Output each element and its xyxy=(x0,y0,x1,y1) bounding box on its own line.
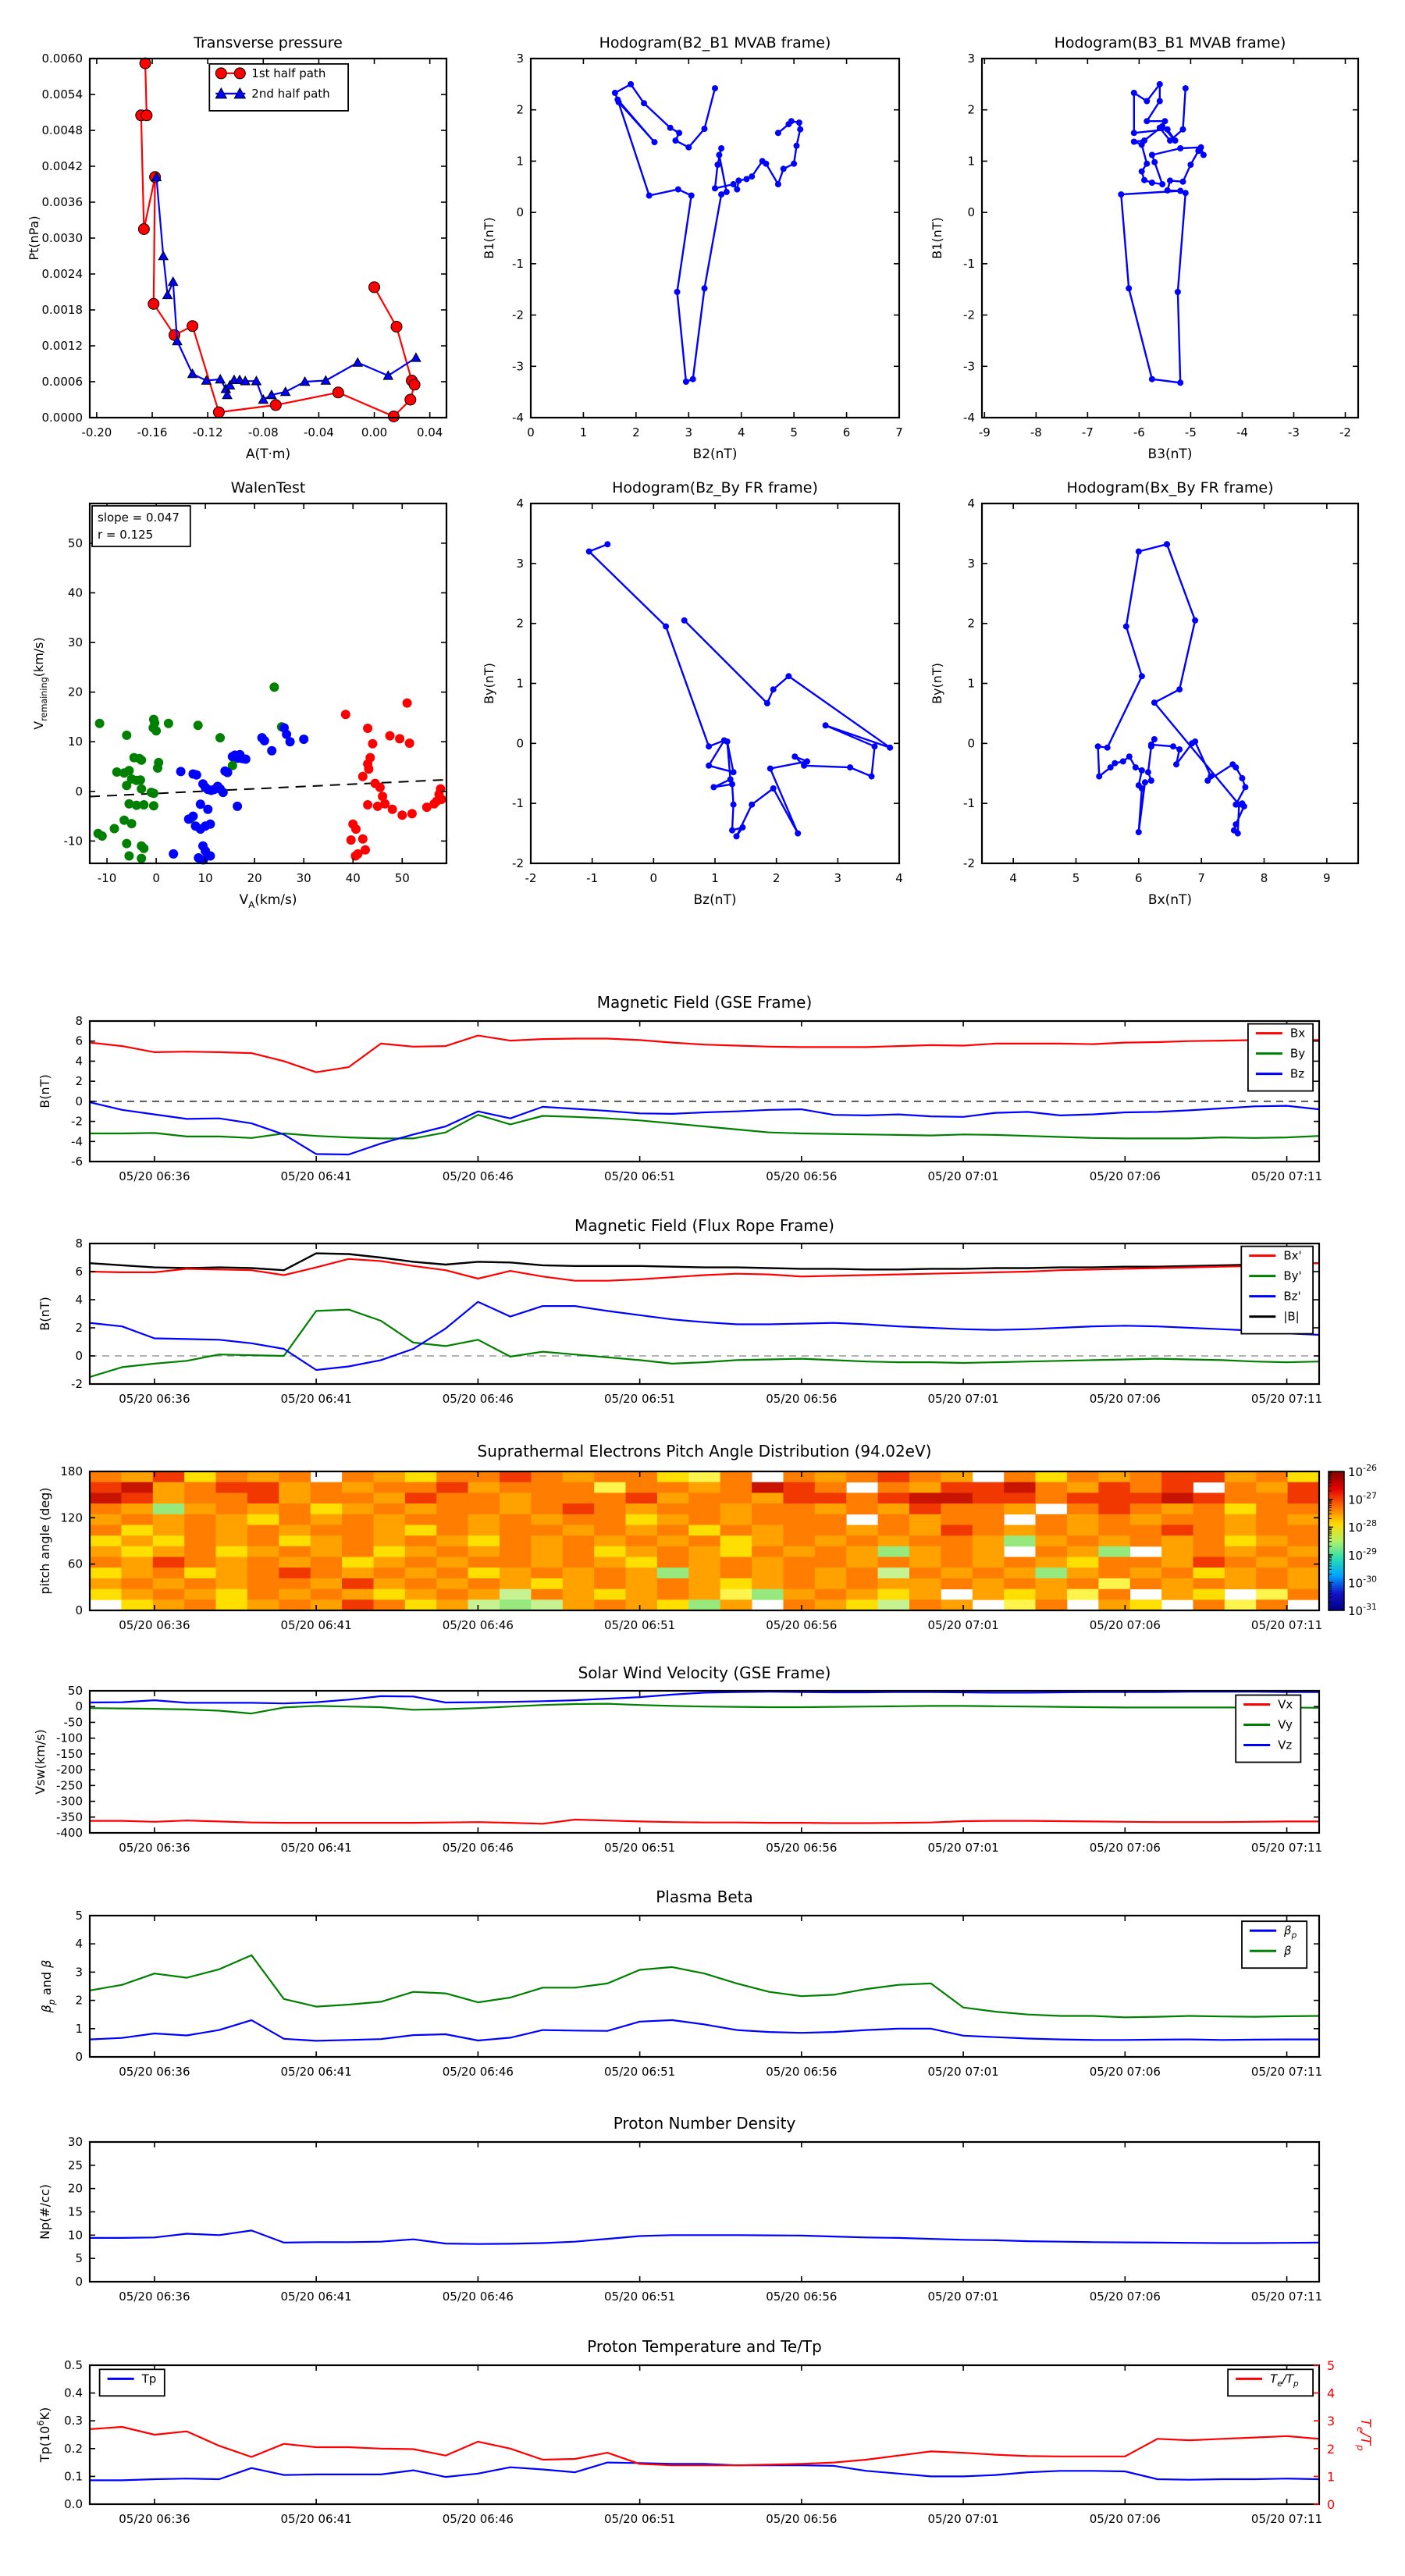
svg-text:10: 10 xyxy=(197,871,213,885)
svg-text:50: 50 xyxy=(67,1684,83,1698)
svg-text:0.0: 0.0 xyxy=(64,2497,83,2511)
svg-text:Te/Tp: $T_e/T_p$ xyxy=(1270,2371,1299,2389)
chart-title: Hodogram(B3_B1 MVAB frame) xyxy=(1054,34,1286,52)
svg-text:-3: -3 xyxy=(963,359,975,374)
svg-text:βp and β: $\beta_p$ and β xyxy=(39,1959,57,2013)
svg-text:20: 20 xyxy=(247,871,262,885)
svg-text:05/20 07:01: 05/20 07:01 xyxy=(927,1618,999,1632)
chart-title: Hodogram(Bx_By FR frame) xyxy=(1066,479,1274,496)
svg-text:-2: -2 xyxy=(512,856,524,870)
svg-text:05/20 07:11: 05/20 07:11 xyxy=(1250,2290,1323,2304)
svg-text:4: 4 xyxy=(1009,871,1017,885)
svg-text:-10: -10 xyxy=(63,834,83,849)
svg-text:-0.20: -0.20 xyxy=(81,425,112,439)
panel-hodogram-b3b1 xyxy=(921,22,1389,468)
svg-text:-2: -2 xyxy=(525,871,537,885)
svg-text:05/20 06:36: 05/20 06:36 xyxy=(119,1169,190,1183)
svg-text:By(nT): By(nT) xyxy=(482,663,496,704)
svg-text:05/20 06:36: 05/20 06:36 xyxy=(119,2512,190,2526)
svg-text:3: 3 xyxy=(834,871,842,885)
svg-text:1: 1 xyxy=(967,154,975,169)
svg-text:05/20 06:51: 05/20 06:51 xyxy=(603,1392,676,1406)
panel-plasma-beta xyxy=(23,1872,1382,2098)
svg-text:-10: -10 xyxy=(97,871,117,885)
svg-text:Vy: Vy xyxy=(1278,1717,1293,1732)
chart-title: Hodogram(Bz_By FR frame) xyxy=(612,479,818,496)
walen-test-chart xyxy=(23,467,461,918)
svg-text:3: 3 xyxy=(516,556,524,571)
svg-text:05/20 07:06: 05/20 07:06 xyxy=(1089,1169,1161,1183)
svg-text:0.0036: 0.0036 xyxy=(41,195,83,209)
svg-text:0.0024: 0.0024 xyxy=(41,267,83,281)
svg-text:05/20 07:06: 05/20 07:06 xyxy=(1089,2065,1161,2079)
svg-text:1st half path: 1st half path xyxy=(251,66,326,80)
svg-text:05/20 06:41: 05/20 06:41 xyxy=(280,2290,352,2304)
svg-text:slope = 0.047: slope = 0.047 xyxy=(98,511,180,525)
svg-text:2nd half path: 2nd half path xyxy=(251,86,330,101)
svg-text:0: 0 xyxy=(152,871,160,885)
svg-text:-2: -2 xyxy=(71,1377,83,1391)
svg-text:25: 25 xyxy=(67,2158,83,2172)
svg-text:05/20 06:56: 05/20 06:56 xyxy=(766,1841,838,1855)
svg-text:-2: -2 xyxy=(963,856,975,870)
svg-text:10-31: $10^{-31}$ xyxy=(1348,1602,1378,1618)
svg-text:βp: $\beta_p$ xyxy=(1284,1923,1297,1941)
svg-text:05/20 06:51: 05/20 06:51 xyxy=(603,1169,676,1183)
svg-text:5: 5 xyxy=(75,1909,83,1923)
svg-text:50: 50 xyxy=(394,871,410,885)
svg-text:05/20 07:11: 05/20 07:11 xyxy=(1250,1618,1323,1632)
svg-text:05/20 06:56: 05/20 06:56 xyxy=(766,1169,838,1183)
svg-text:05/20 07:11: 05/20 07:11 xyxy=(1250,1841,1323,1855)
svg-text:05/20 07:01: 05/20 07:01 xyxy=(927,2512,999,2526)
svg-text:Bz: Bz xyxy=(1289,1066,1305,1081)
svg-text:0: 0 xyxy=(649,871,658,885)
svg-text:2: 2 xyxy=(516,102,524,117)
svg-text:4: 4 xyxy=(895,871,903,885)
svg-text:-8: -8 xyxy=(1030,425,1042,439)
svg-text:-1: -1 xyxy=(586,871,599,885)
svg-text:0.0030: 0.0030 xyxy=(41,231,83,245)
svg-text:B2(nT): B2(nT) xyxy=(692,447,738,462)
hodogram-b3b1-chart xyxy=(921,22,1389,468)
svg-text:1: 1 xyxy=(516,154,524,169)
svg-text:05/20 06:41: 05/20 06:41 xyxy=(280,2065,352,2079)
svg-text:2: 2 xyxy=(967,102,975,117)
svg-text:05/20 06:46: 05/20 06:46 xyxy=(442,1169,514,1183)
svg-text:10-30: $10^{-30}$ xyxy=(1348,1574,1378,1591)
svg-text:15: 15 xyxy=(67,2204,83,2219)
svg-text:05/20 07:06: 05/20 07:06 xyxy=(1089,1841,1161,1855)
svg-text:-0.08: -0.08 xyxy=(247,425,279,439)
svg-text:-9: -9 xyxy=(978,425,991,439)
chart-title: WalenTest xyxy=(230,479,306,496)
svg-text:6: 6 xyxy=(75,1265,83,1279)
svg-text:05/20 07:06: 05/20 07:06 xyxy=(1089,1618,1161,1632)
svg-text:9: 9 xyxy=(1323,871,1331,885)
svg-text:-150: -150 xyxy=(55,1746,83,1761)
transverse-pressure-chart xyxy=(23,22,461,468)
svg-text:B1(nT): B1(nT) xyxy=(482,217,496,259)
svg-text:05/20 07:11: 05/20 07:11 xyxy=(1250,2512,1323,2526)
svg-text:-2: -2 xyxy=(512,308,524,322)
panel-pitch-angle-distribution xyxy=(23,1423,1382,1649)
svg-text:2: 2 xyxy=(516,616,524,631)
svg-text:05/20 06:56: 05/20 06:56 xyxy=(766,2512,838,2526)
chart-title: Plasma Beta xyxy=(656,1888,753,1906)
svg-text:3: 3 xyxy=(685,425,693,439)
svg-text:05/20 07:11: 05/20 07:11 xyxy=(1250,2065,1323,2079)
svg-text:4: 4 xyxy=(737,425,745,439)
svg-text:0: 0 xyxy=(75,1349,83,1363)
svg-text:05/20 06:46: 05/20 06:46 xyxy=(442,1618,514,1632)
svg-text:05/20 07:06: 05/20 07:06 xyxy=(1089,2290,1161,2304)
svg-text:Tp(106K): $Tp(10^6K)$ xyxy=(35,2407,52,2463)
svg-text:By: By xyxy=(1289,1046,1306,1061)
svg-text:05/20 06:36: 05/20 06:36 xyxy=(119,2065,190,2079)
svg-text:05/20 06:41: 05/20 06:41 xyxy=(280,1392,352,1406)
magnetic-field-gse-chart xyxy=(23,976,1382,1201)
svg-text:-2: -2 xyxy=(71,1114,83,1129)
svg-text:0.0012: 0.0012 xyxy=(41,339,83,353)
svg-text:-6: -6 xyxy=(1133,425,1145,439)
svg-text:05/20 07:01: 05/20 07:01 xyxy=(927,1392,999,1406)
svg-text:2: 2 xyxy=(967,616,975,631)
svg-text:r = 0.125: r = 0.125 xyxy=(98,528,154,542)
svg-text:|B|: |B| xyxy=(1283,1309,1300,1324)
svg-text:-4: -4 xyxy=(1236,425,1248,439)
svg-text:Np(#/cc): Np(#/cc) xyxy=(37,2184,52,2240)
svg-text:8: 8 xyxy=(1260,871,1268,885)
svg-text:4: 4 xyxy=(967,496,975,511)
svg-text:-50: -50 xyxy=(63,1715,83,1730)
chart-title: Suprathermal Electrons Pitch Angle Distribution (94.02eV) xyxy=(477,1442,932,1461)
svg-text:05/20 06:51: 05/20 06:51 xyxy=(603,1841,676,1855)
svg-text:10-27: $10^{-27}$ xyxy=(1348,1490,1378,1507)
svg-text:0: 0 xyxy=(527,425,535,439)
hodogram-b2b1-chart xyxy=(476,22,913,468)
svg-text:4: 4 xyxy=(516,496,524,511)
chart-title: Magnetic Field (GSE Frame) xyxy=(596,993,813,1012)
svg-text:0: 0 xyxy=(967,205,975,220)
svg-text:05/20 07:01: 05/20 07:01 xyxy=(927,1169,999,1183)
svg-text:10: 10 xyxy=(67,2228,83,2243)
chart-title: Proton Number Density xyxy=(613,2114,796,2133)
svg-text:7: 7 xyxy=(895,425,903,439)
svg-text:-1: -1 xyxy=(963,796,975,811)
svg-text:0.0018: 0.0018 xyxy=(41,303,83,317)
svg-text:-1: -1 xyxy=(512,256,524,271)
svg-text:05/20 06:46: 05/20 06:46 xyxy=(442,2065,514,2079)
svg-text:0.00: 0.00 xyxy=(361,425,388,439)
svg-text:4: 4 xyxy=(75,1054,83,1069)
svg-text:0.0060: 0.0060 xyxy=(41,52,83,66)
svg-text:6: 6 xyxy=(75,1034,83,1048)
svg-text:-0.04: -0.04 xyxy=(303,425,334,439)
svg-text:0: 0 xyxy=(75,1699,83,1714)
svg-text:10-29: $10^{-29}$ xyxy=(1348,1546,1378,1563)
svg-text:β: β xyxy=(1284,1944,1292,1959)
svg-text:0.04: 0.04 xyxy=(416,425,443,439)
svg-text:30: 30 xyxy=(296,871,311,885)
svg-text:4: 4 xyxy=(75,1937,83,1952)
magnetic-field-fr-chart xyxy=(23,1201,1382,1423)
svg-text:2: 2 xyxy=(632,425,640,439)
svg-text:-0.12: -0.12 xyxy=(192,425,223,439)
svg-text:05/20 06:51: 05/20 06:51 xyxy=(603,2290,676,2304)
hodogram-bzby-chart xyxy=(476,467,913,918)
svg-text:-6: -6 xyxy=(71,1155,83,1169)
svg-text:VA(km/s): $V_A(km/s)$ xyxy=(239,892,297,911)
svg-text:0.0048: 0.0048 xyxy=(41,123,83,137)
svg-text:05/20 06:51: 05/20 06:51 xyxy=(603,1618,676,1632)
svg-text:3: 3 xyxy=(967,556,975,571)
svg-text:5: 5 xyxy=(1072,871,1080,885)
svg-text:0.1: 0.1 xyxy=(64,2469,83,2484)
svg-text:-5: -5 xyxy=(1184,425,1197,439)
proton-temperature-chart xyxy=(23,2325,1382,2559)
svg-text:05/20 06:56: 05/20 06:56 xyxy=(766,1618,838,1632)
svg-text:Pt(nPa): Pt(nPa) xyxy=(27,215,41,261)
panel-proton-density xyxy=(23,2098,1382,2325)
svg-text:0: 0 xyxy=(75,1094,83,1108)
svg-text:-4: -4 xyxy=(71,1134,83,1149)
svg-text:1: 1 xyxy=(516,676,524,691)
svg-text:0: 0 xyxy=(967,736,975,751)
chart-title: Solar Wind Velocity (GSE Frame) xyxy=(578,1663,831,1682)
svg-text:By(nT): By(nT) xyxy=(930,663,944,704)
svg-text:05/20 06:51: 05/20 06:51 xyxy=(603,2065,676,2079)
svg-text:A(T·m): A(T·m) xyxy=(245,447,291,462)
svg-text:0.0000: 0.0000 xyxy=(41,411,83,425)
svg-text:30: 30 xyxy=(67,2135,83,2149)
panel-transverse-pressure xyxy=(23,22,461,468)
svg-text:-4: -4 xyxy=(963,411,975,425)
panel-magnetic-field-gse xyxy=(23,976,1382,1201)
svg-text:40: 40 xyxy=(67,585,83,600)
pitch-angle-chart xyxy=(23,1423,1382,1649)
svg-text:Tp: Tp xyxy=(141,2371,157,2386)
svg-text:By': By' xyxy=(1283,1268,1302,1283)
svg-text:05/20 06:41: 05/20 06:41 xyxy=(280,1169,352,1183)
chart-title: Magnetic Field (Flux Rope Frame) xyxy=(574,1216,834,1235)
svg-text:Vz: Vz xyxy=(1278,1738,1293,1752)
svg-text:0.2: 0.2 xyxy=(64,2441,83,2456)
svg-text:Bz': Bz' xyxy=(1283,1289,1301,1304)
svg-text:4: 4 xyxy=(1327,2386,1336,2401)
svg-text:05/20 06:36: 05/20 06:36 xyxy=(119,1841,190,1855)
svg-text:120: 120 xyxy=(60,1510,83,1525)
svg-text:Bx(nT): Bx(nT) xyxy=(1147,892,1193,908)
panel-hodogram-b2b1 xyxy=(476,22,913,468)
svg-text:1: 1 xyxy=(75,2021,83,2036)
svg-text:2: 2 xyxy=(1327,2441,1336,2457)
svg-text:10: 10 xyxy=(67,735,83,749)
svg-text:-250: -250 xyxy=(55,1778,83,1793)
svg-text:5: 5 xyxy=(1327,2358,1336,2373)
svg-text:5: 5 xyxy=(75,2251,83,2266)
chart-title: Hodogram(B2_B1 MVAB frame) xyxy=(599,34,831,52)
svg-text:0.0054: 0.0054 xyxy=(41,87,83,101)
svg-text:-2: -2 xyxy=(1339,425,1351,439)
svg-text:-1: -1 xyxy=(512,796,524,811)
svg-text:05/20 07:01: 05/20 07:01 xyxy=(927,2065,999,2079)
svg-text:Bx': Bx' xyxy=(1283,1248,1302,1263)
chart-title: Transverse pressure xyxy=(194,34,343,52)
svg-text:20: 20 xyxy=(67,685,83,699)
svg-text:0: 0 xyxy=(516,736,524,751)
svg-text:-100: -100 xyxy=(55,1731,83,1745)
plasma-beta-chart xyxy=(23,1872,1382,2098)
svg-text:0.3: 0.3 xyxy=(64,2414,83,2428)
svg-text:05/20 06:51: 05/20 06:51 xyxy=(603,2512,676,2526)
svg-text:05/20 06:46: 05/20 06:46 xyxy=(442,2512,514,2526)
svg-text:Bz(nT): Bz(nT) xyxy=(693,892,737,908)
svg-text:05/20 06:46: 05/20 06:46 xyxy=(442,2290,514,2304)
panel-hodogram-bzby xyxy=(476,467,913,918)
svg-text:-400: -400 xyxy=(55,1826,83,1840)
svg-text:Vremaining(km/s): $V_{remaining}(km/s)$ xyxy=(31,637,49,730)
svg-text:05/20 06:36: 05/20 06:36 xyxy=(119,1392,190,1406)
svg-text:0: 0 xyxy=(75,2275,83,2289)
svg-text:2: 2 xyxy=(772,871,781,885)
svg-text:7: 7 xyxy=(1197,871,1205,885)
svg-text:05/20 07:01: 05/20 07:01 xyxy=(927,1841,999,1855)
svg-text:-7: -7 xyxy=(1081,425,1094,439)
panel-proton-temperature xyxy=(23,2325,1382,2559)
svg-text:B(nT): B(nT) xyxy=(37,1297,52,1331)
panel-magnetic-field-fr xyxy=(23,1201,1382,1423)
svg-text:1: 1 xyxy=(967,676,975,691)
svg-text:0: 0 xyxy=(75,2050,83,2064)
svg-text:B1(nT): B1(nT) xyxy=(930,217,944,259)
svg-text:180: 180 xyxy=(60,1464,83,1478)
svg-text:0: 0 xyxy=(1327,2497,1336,2512)
svg-text:05/20 07:11: 05/20 07:11 xyxy=(1250,1392,1323,1406)
chart-title: Proton Temperature and Te/Tp xyxy=(587,2337,822,2356)
svg-text:-4: -4 xyxy=(512,411,524,425)
svg-text:05/20 06:36: 05/20 06:36 xyxy=(119,2290,190,2304)
svg-text:Vx: Vx xyxy=(1278,1697,1293,1712)
svg-text:-0.16: -0.16 xyxy=(137,425,168,439)
svg-text:05/20 06:56: 05/20 06:56 xyxy=(766,2065,838,2079)
svg-text:-3: -3 xyxy=(1287,425,1300,439)
svg-text:05/20 06:56: 05/20 06:56 xyxy=(766,1392,838,1406)
svg-text:20: 20 xyxy=(67,2181,83,2196)
svg-text:05/20 06:36: 05/20 06:36 xyxy=(119,1618,190,1632)
svg-text:1: 1 xyxy=(1327,2469,1336,2485)
svg-text:05/20 06:56: 05/20 06:56 xyxy=(766,2290,838,2304)
svg-text:30: 30 xyxy=(67,635,83,650)
panel-walen-test xyxy=(23,467,461,918)
svg-text:0.0006: 0.0006 xyxy=(41,375,83,389)
svg-text:2: 2 xyxy=(75,1321,83,1335)
svg-text:8: 8 xyxy=(75,1236,83,1251)
svg-text:05/20 06:41: 05/20 06:41 xyxy=(280,1618,352,1632)
svg-text:3: 3 xyxy=(516,52,524,66)
svg-text:0: 0 xyxy=(516,205,524,220)
svg-text:3: 3 xyxy=(967,52,975,66)
panel-solar-wind-velocity xyxy=(23,1649,1382,1872)
svg-text:0.0042: 0.0042 xyxy=(41,159,83,173)
svg-text:0: 0 xyxy=(75,1603,83,1617)
svg-text:2: 2 xyxy=(75,1074,83,1089)
svg-text:4: 4 xyxy=(75,1293,83,1307)
svg-text:40: 40 xyxy=(345,871,361,885)
svg-text:50: 50 xyxy=(67,535,83,550)
svg-text:Te/Tp: $T_e/T_p$ xyxy=(1354,2418,1373,2451)
svg-text:05/20 06:46: 05/20 06:46 xyxy=(442,1841,514,1855)
svg-text:05/20 06:41: 05/20 06:41 xyxy=(280,2512,352,2526)
svg-text:05/20 07:01: 05/20 07:01 xyxy=(927,2290,999,2304)
svg-text:05/20 07:06: 05/20 07:06 xyxy=(1089,1392,1161,1406)
svg-text:pitch angle (deg): pitch angle (deg) xyxy=(37,1487,52,1595)
svg-text:6: 6 xyxy=(1135,871,1143,885)
svg-text:10-26: $10^{-26}$ xyxy=(1348,1463,1378,1479)
svg-text:1: 1 xyxy=(579,425,588,439)
svg-text:0.4: 0.4 xyxy=(64,2386,83,2400)
svg-text:0: 0 xyxy=(75,784,83,799)
svg-text:05/20 06:41: 05/20 06:41 xyxy=(280,1841,352,1855)
svg-text:3: 3 xyxy=(75,1965,83,1980)
svg-text:-2: -2 xyxy=(963,308,975,322)
solar-wind-velocity-chart xyxy=(23,1649,1382,1872)
svg-text:B(nT): B(nT) xyxy=(37,1074,52,1108)
svg-text:-200: -200 xyxy=(55,1763,83,1777)
svg-text:3: 3 xyxy=(1327,2414,1336,2429)
svg-text:05/20 07:11: 05/20 07:11 xyxy=(1250,1169,1323,1183)
svg-text:-1: -1 xyxy=(963,256,975,271)
svg-text:5: 5 xyxy=(790,425,798,439)
svg-text:2: 2 xyxy=(75,1993,83,2008)
svg-text:60: 60 xyxy=(67,1557,83,1571)
svg-text:05/20 07:06: 05/20 07:06 xyxy=(1089,2512,1161,2526)
svg-text:B3(nT): B3(nT) xyxy=(1147,447,1193,462)
svg-text:-300: -300 xyxy=(55,1794,83,1809)
svg-text:Bx: Bx xyxy=(1289,1026,1306,1041)
svg-text:10-28: $10^{-28}$ xyxy=(1348,1518,1378,1535)
svg-text:6: 6 xyxy=(842,425,851,439)
svg-text:1: 1 xyxy=(711,871,719,885)
proton-density-chart xyxy=(23,2098,1382,2325)
hodogram-bxby-chart xyxy=(921,467,1389,918)
svg-text:-3: -3 xyxy=(512,359,524,374)
svg-text:Vsw(km/s): Vsw(km/s) xyxy=(33,1729,48,1795)
panel-hodogram-bxby xyxy=(921,467,1389,918)
svg-text:0.5: 0.5 xyxy=(64,2358,83,2372)
svg-text:-350: -350 xyxy=(55,1809,83,1824)
svg-text:05/20 06:46: 05/20 06:46 xyxy=(442,1392,514,1406)
svg-text:8: 8 xyxy=(75,1014,83,1028)
